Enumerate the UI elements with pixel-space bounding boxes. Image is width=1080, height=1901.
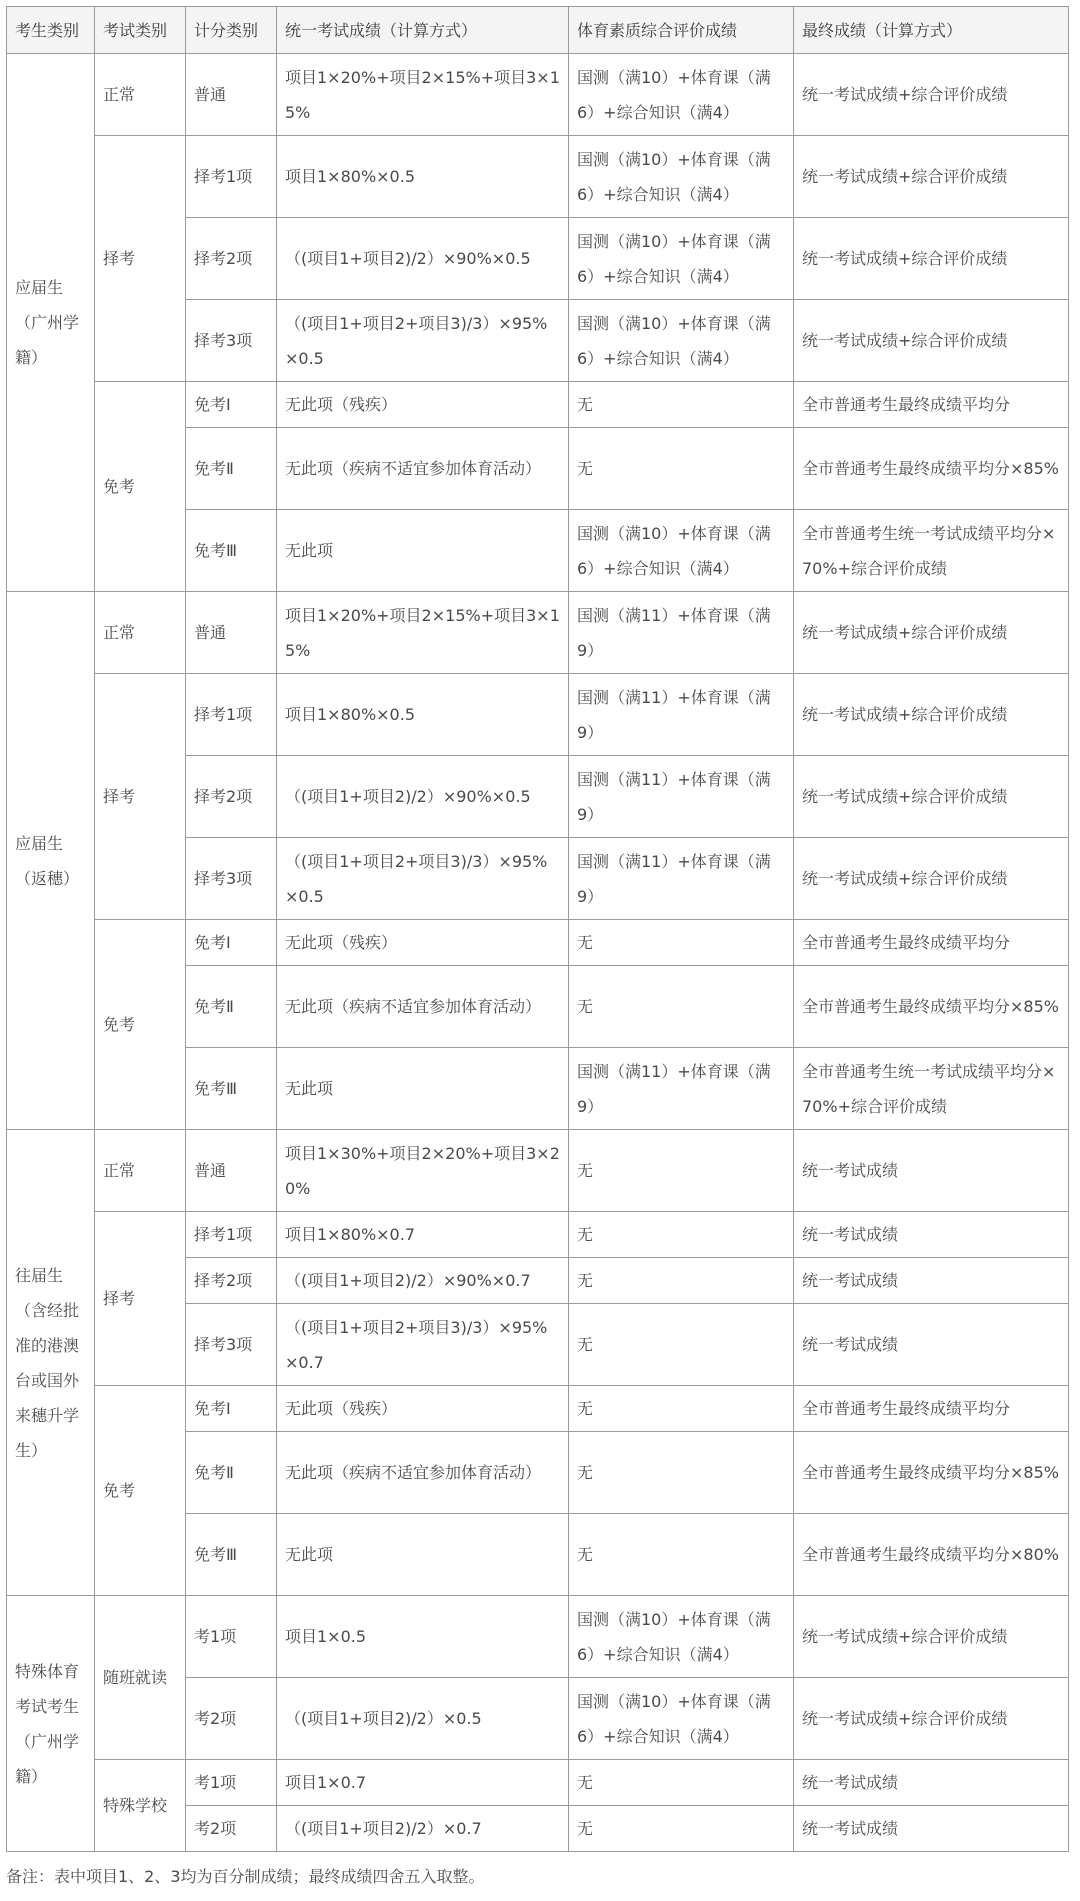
score-category-cell: 考2项 <box>186 1806 277 1852</box>
header-score-category: 计分类别 <box>186 7 277 54</box>
unified-exam-cell: 项目1×20%+项目2×15%+项目3×15% <box>277 54 569 136</box>
score-category-cell: 择考3项 <box>186 1304 277 1386</box>
score-category-cell: 免考Ⅱ <box>186 1432 277 1514</box>
unified-exam-cell: 项目1×20%+项目2×15%+项目3×15% <box>277 592 569 674</box>
sports-evaluation-cell: 国测（满11）+体育课（满9） <box>569 1048 794 1130</box>
unified-exam-cell: （(项目1+项目2+项目3)/3）×95%×0.7 <box>277 1304 569 1386</box>
unified-exam-cell: 无此项 <box>277 1048 569 1130</box>
sports-evaluation-cell: 国测（满11）+体育课（满9） <box>569 756 794 838</box>
score-category-cell: 免考Ⅲ <box>186 1048 277 1130</box>
exam-category-cell: 择考 <box>95 136 186 382</box>
table-row <box>7 1212 1069 1258</box>
score-calculation-table <box>6 6 1069 1852</box>
unified-exam-cell: 项目1×80%×0.5 <box>277 674 569 756</box>
table-row <box>7 1760 1069 1806</box>
final-score-cell: 全市普通考生最终成绩平均分×85% <box>794 1432 1069 1514</box>
header-exam-category: 考试类别 <box>95 7 186 54</box>
exam-category-cell: 随班就读 <box>95 1596 186 1760</box>
unified-exam-cell: （(项目1+项目2)/2）×90%×0.5 <box>277 218 569 300</box>
score-category-cell: 择考1项 <box>186 1212 277 1258</box>
header-sports-evaluation-score: 体育素质综合评价成绩 <box>569 7 794 54</box>
unified-exam-cell: 项目1×0.5 <box>277 1596 569 1678</box>
sports-evaluation-cell: 国测（满10）+体育课（满6）+综合知识（满4） <box>569 136 794 218</box>
table-row <box>7 136 1069 218</box>
score-category-cell: 普通 <box>186 54 277 136</box>
score-category-cell: 择考1项 <box>186 674 277 756</box>
header-unified-exam-score: 统一考试成绩（计算方式） <box>277 7 569 54</box>
final-score-cell: 全市普通考生统一考试成绩平均分×70%+综合评价成绩 <box>794 510 1069 592</box>
sports-evaluation-cell: 国测（满10）+体育课（满6）+综合知识（满4） <box>569 218 794 300</box>
candidate-category-cell: 应届生（广州学籍） <box>7 54 95 592</box>
exam-category-cell: 免考 <box>95 382 186 592</box>
unified-exam-cell: （(项目1+项目2+项目3)/3）×95%×0.5 <box>277 300 569 382</box>
score-category-cell: 免考Ⅰ <box>186 920 277 966</box>
sports-evaluation-cell: 国测（满11）+体育课（满9） <box>569 674 794 756</box>
table-row <box>7 920 1069 966</box>
table-row <box>7 592 1069 674</box>
table-row <box>7 54 1069 136</box>
score-category-cell: 择考3项 <box>186 300 277 382</box>
sports-evaluation-cell: 无 <box>569 1130 794 1212</box>
sports-evaluation-cell: 国测（满10）+体育课（满6）+综合知识（满4） <box>569 1678 794 1760</box>
unified-exam-cell: 项目1×30%+项目2×20%+项目3×20% <box>277 1130 569 1212</box>
unified-exam-cell: 项目1×0.7 <box>277 1760 569 1806</box>
table-row <box>7 674 1069 756</box>
final-score-cell: 统一考试成绩 <box>794 1806 1069 1852</box>
final-score-cell: 统一考试成绩 <box>794 1212 1069 1258</box>
unified-exam-cell: 无此项（残疾） <box>277 382 569 428</box>
score-category-cell: 免考Ⅲ <box>186 510 277 592</box>
score-category-cell: 择考3项 <box>186 838 277 920</box>
score-category-cell: 普通 <box>186 1130 277 1212</box>
unified-exam-cell: 无此项（疾病不适宜参加体育活动） <box>277 428 569 510</box>
final-score-cell: 全市普通考生最终成绩平均分×85% <box>794 966 1069 1048</box>
unified-exam-cell: 无此项（疾病不适宜参加体育活动） <box>277 966 569 1048</box>
sports-evaluation-cell: 无 <box>569 1806 794 1852</box>
final-score-cell: 全市普通考生统一考试成绩平均分×70%+综合评价成绩 <box>794 1048 1069 1130</box>
final-score-cell: 统一考试成绩+综合评价成绩 <box>794 674 1069 756</box>
final-score-cell: 全市普通考生最终成绩平均分 <box>794 1386 1069 1432</box>
sports-evaluation-cell: 无 <box>569 1432 794 1514</box>
final-score-cell: 统一考试成绩+综合评价成绩 <box>794 1678 1069 1760</box>
final-score-cell: 统一考试成绩+综合评价成绩 <box>794 592 1069 674</box>
sports-evaluation-cell: 国测（满10）+体育课（满6）+综合知识（满4） <box>569 300 794 382</box>
unified-exam-cell: 无此项 <box>277 1514 569 1596</box>
final-score-cell: 统一考试成绩 <box>794 1760 1069 1806</box>
score-category-cell: 免考Ⅰ <box>186 1386 277 1432</box>
sports-evaluation-cell: 无 <box>569 1258 794 1304</box>
exam-category-cell: 择考 <box>95 674 186 920</box>
table-row <box>7 1386 1069 1432</box>
candidate-category-cell: 应届生（返穗） <box>7 592 95 1130</box>
score-category-cell: 免考Ⅰ <box>186 382 277 428</box>
sports-evaluation-cell: 国测（满11）+体育课（满9） <box>569 838 794 920</box>
sports-evaluation-cell: 无 <box>569 382 794 428</box>
header-final-score: 最终成绩（计算方式） <box>794 7 1069 54</box>
final-score-cell: 统一考试成绩+综合评价成绩 <box>794 136 1069 218</box>
final-score-cell: 统一考试成绩+综合评价成绩 <box>794 300 1069 382</box>
sports-evaluation-cell: 无 <box>569 1386 794 1432</box>
table-row <box>7 1596 1069 1678</box>
unified-exam-cell: 项目1×80%×0.5 <box>277 136 569 218</box>
table-body <box>7 54 1069 1852</box>
table-header-row <box>7 7 1069 54</box>
unified-exam-cell: 无此项（残疾） <box>277 920 569 966</box>
score-category-cell: 普通 <box>186 592 277 674</box>
unified-exam-cell: 无此项 <box>277 510 569 592</box>
sports-evaluation-cell: 无 <box>569 966 794 1048</box>
unified-exam-cell: 无此项（疾病不适宜参加体育活动） <box>277 1432 569 1514</box>
final-score-cell: 统一考试成绩 <box>794 1258 1069 1304</box>
sports-evaluation-cell: 国测（满11）+体育课（满9） <box>569 592 794 674</box>
final-score-cell: 全市普通考生最终成绩平均分×85% <box>794 428 1069 510</box>
final-score-cell: 统一考试成绩+综合评价成绩 <box>794 54 1069 136</box>
sports-evaluation-cell: 无 <box>569 1514 794 1596</box>
score-category-cell: 考1项 <box>186 1760 277 1806</box>
exam-category-cell: 特殊学校 <box>95 1760 186 1852</box>
final-score-cell: 全市普通考生最终成绩平均分×80% <box>794 1514 1069 1596</box>
final-score-cell: 全市普通考生最终成绩平均分 <box>794 920 1069 966</box>
exam-category-cell: 免考 <box>95 1386 186 1596</box>
unified-exam-cell: （(项目1+项目2)/2）×0.7 <box>277 1806 569 1852</box>
score-category-cell: 免考Ⅱ <box>186 428 277 510</box>
table-row <box>7 1130 1069 1212</box>
unified-exam-cell: （(项目1+项目2)/2）×90%×0.5 <box>277 756 569 838</box>
unified-exam-cell: （(项目1+项目2)/2）×0.5 <box>277 1678 569 1760</box>
final-score-cell: 统一考试成绩 <box>794 1130 1069 1212</box>
score-category-cell: 择考2项 <box>186 218 277 300</box>
score-category-cell: 择考1项 <box>186 136 277 218</box>
final-score-cell: 统一考试成绩+综合评价成绩 <box>794 1596 1069 1678</box>
score-category-cell: 择考2项 <box>186 756 277 838</box>
sports-evaluation-cell: 国测（满10）+体育课（满6）+综合知识（满4） <box>569 1596 794 1678</box>
final-score-cell: 全市普通考生最终成绩平均分 <box>794 382 1069 428</box>
footnote: 备注：表中项目1、2、3均为百分制成绩；最终成绩四舍五入取整。 <box>6 1867 485 1886</box>
unified-exam-cell: （(项目1+项目2)/2）×90%×0.7 <box>277 1258 569 1304</box>
exam-category-cell: 正常 <box>95 54 186 136</box>
score-category-cell: 考1项 <box>186 1596 277 1678</box>
score-category-cell: 考2项 <box>186 1678 277 1760</box>
exam-category-cell: 择考 <box>95 1212 186 1386</box>
score-category-cell: 免考Ⅲ <box>186 1514 277 1596</box>
sports-evaluation-cell: 无 <box>569 428 794 510</box>
sports-evaluation-cell: 无 <box>569 920 794 966</box>
final-score-cell: 统一考试成绩+综合评价成绩 <box>794 756 1069 838</box>
exam-category-cell: 正常 <box>95 1130 186 1212</box>
unified-exam-cell: 项目1×80%×0.7 <box>277 1212 569 1258</box>
final-score-cell: 统一考试成绩 <box>794 1304 1069 1386</box>
unified-exam-cell: （(项目1+项目2+项目3)/3）×95%×0.5 <box>277 838 569 920</box>
score-category-cell: 免考Ⅱ <box>186 966 277 1048</box>
exam-category-cell: 正常 <box>95 592 186 674</box>
final-score-cell: 统一考试成绩+综合评价成绩 <box>794 218 1069 300</box>
sports-evaluation-cell: 无 <box>569 1760 794 1806</box>
exam-category-cell: 免考 <box>95 920 186 1130</box>
sports-evaluation-cell: 无 <box>569 1212 794 1258</box>
sports-evaluation-cell: 无 <box>569 1304 794 1386</box>
sports-evaluation-cell: 国测（满10）+体育课（满6）+综合知识（满4） <box>569 510 794 592</box>
candidate-category-cell: 特殊体育考试考生（广州学籍） <box>7 1596 95 1852</box>
header-candidate-category: 考生类别 <box>7 7 95 54</box>
candidate-category-cell: 往届生（含经批准的港澳台或国外来穗升学生） <box>7 1130 95 1596</box>
sports-evaluation-cell: 国测（满10）+体育课（满6）+综合知识（满4） <box>569 54 794 136</box>
unified-exam-cell: 无此项（残疾） <box>277 1386 569 1432</box>
score-category-cell: 择考2项 <box>186 1258 277 1304</box>
table-row <box>7 382 1069 428</box>
final-score-cell: 统一考试成绩+综合评价成绩 <box>794 838 1069 920</box>
